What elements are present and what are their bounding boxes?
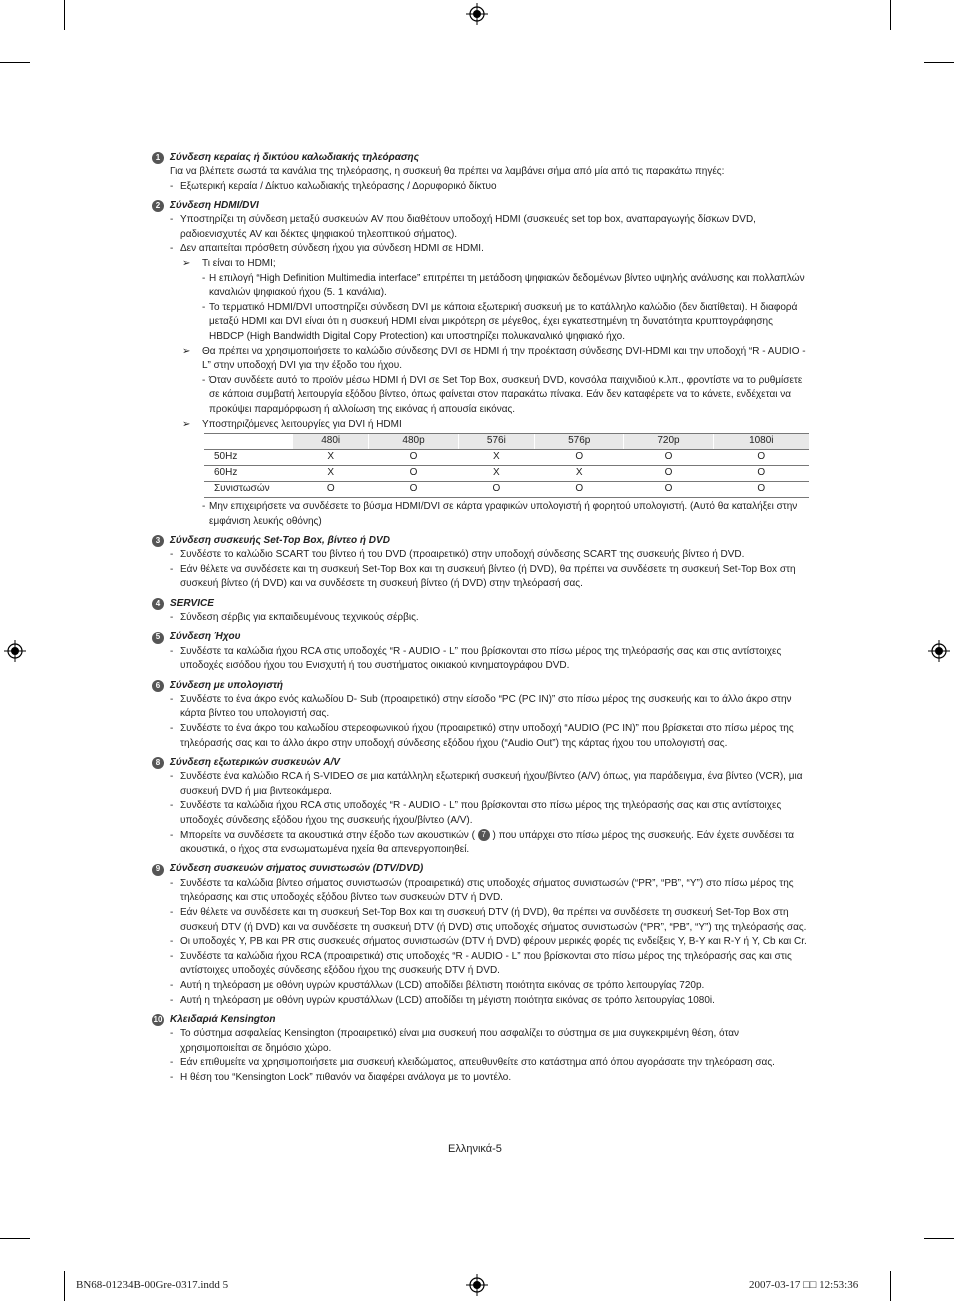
supported-modes-table [204, 433, 809, 498]
bullet-dash: - [170, 180, 174, 192]
table-header-row [204, 434, 809, 450]
sub-item-text: Μην επιχειρήσετε να συνδέσετε το βύσμα HDMI/DVI σε κάρτα γραφικών υπολογιστή ή φορητού υπολογιστή. (Αυτό θα καταλήξει στην εμφάνιση λευκής οθόνης) [209, 501, 798, 527]
crop-mark [0, 1238, 30, 1239]
table-cell: O [624, 450, 713, 466]
section-number-badge: 2 [152, 200, 164, 212]
table-cell: X [293, 466, 369, 482]
section-heading [152, 597, 808, 611]
bullet-dash: - [202, 301, 206, 313]
column-header: 480p [369, 434, 458, 450]
section-number-badge: 3 [152, 535, 164, 547]
section-title: Σύνδεση HDMI/DVI [170, 199, 259, 211]
list-item [152, 770, 808, 799]
column-header: 576i [458, 434, 534, 450]
column-header: 480i [293, 434, 369, 450]
list-item [152, 935, 808, 950]
section-title: Σύνδεση Ήχου [170, 631, 241, 643]
date-slug: 2007-03-17 □□ 12:53:36 [749, 1279, 859, 1291]
crop-mark [0, 62, 30, 63]
sub-item-text: Η επιλογή “High Definition Multimedia interface” επιτρέπει τη μετάδοση ψηφιακών δεδομένων βίντεο υψηλής ανάλυσης και πολλαπλών καναλιών ψηφιακού ήχου (5. 1 κανάλια). [209, 272, 805, 299]
table-cell: X [293, 450, 369, 466]
list-item-text: Δεν απαιτείται πρόσθετη σύνδεση ήχου για σύνδεση HDMI σε HDMI. [180, 243, 484, 255]
table-cell: O [535, 482, 624, 498]
bullet-dash: - [202, 374, 206, 386]
list-item [152, 611, 808, 626]
section-heading [152, 863, 808, 877]
table-cell: O [458, 482, 534, 498]
registration-mark-icon [466, 1274, 488, 1296]
row-label: 60Hz [204, 466, 293, 482]
bullet-dash: - [170, 979, 174, 991]
row-label: 50Hz [204, 450, 293, 466]
list-item-text: Εάν θέλετε να συνδέσετε και τη συσκευή Set-Top Box και τη συσκευή DTV (ή DVD), θα πρέπει να συνδέσετε τη συσκευή Set-Top Box στη συσκευή DTV (ή DVD) και να συνδέσετε τη συσκευή DTV (ή DVD) στις υποδοχές σήματος συνιστωσών (“PR”, “PB”, “Y”) της τηλεόρασής σας. [180, 906, 807, 933]
bullet-dash: - [170, 906, 174, 918]
text-fragment: Μπορείτε να συνδέσετε τα ακουστικά στην έξοδο των ακουστικών ( [180, 829, 475, 841]
section-title: Σύνδεση συσκευής Set-Top Box, βίντεο ή DVD [170, 534, 390, 546]
note-item [152, 345, 808, 374]
table-cell: O [713, 482, 809, 498]
text-fragment: ) που υπάρχει στο πίσω μέρος της συσκευής. Εάν έχετε συνδέσει τα ακουστικά, ο ήχος στα ενσωματωμένα ηχεία θα απενεργοποιηθεί. [180, 829, 795, 856]
list-item-text: Το σύστημα ασφαλείας Kensington (προαιρετικό) είναι μια συσκευή που ασφαλίζει το σύστημα σε μια συγκεκριμένη θέση, όταν χρησιμοποιείται σε δημόσιο χώρο. [180, 1028, 740, 1054]
crop-mark [924, 62, 954, 63]
table-row [204, 482, 809, 498]
page-number: Ελληνικά-5 [448, 1143, 502, 1155]
note-text: Τι είναι το HDMI; [202, 257, 276, 269]
list-item [152, 799, 808, 828]
list-item [152, 829, 808, 858]
section-heading [152, 1013, 808, 1027]
table-cell: O [624, 482, 713, 498]
section-title: Σύνδεση κεραίας ή δικτύου καλωδιακής τηλεόρασης [170, 151, 419, 163]
bullet-dash: - [170, 994, 174, 1006]
section-title: Κλειδαριά Kensington [170, 1013, 276, 1025]
list-item-text: Εξωτερική κεραία / Δίκτυο καλωδιακής τηλεόρασης / Δορυφορικό δίκτυο [180, 180, 497, 192]
file-slug: BN68-01234B-00Gre-0317.indd 5 [76, 1279, 229, 1291]
list-item-text: Συνδέστε τα καλώδια ήχου RCA στις υποδοχές “R - AUDIO - L” που βρίσκονται στο πίσω μέρος της τηλεόρασής σας και στις αντίστοιχες υποδοχές σύνδεσης εξόδου ήχου της συσκευής ήχου/βίντεο (A/V). [180, 800, 782, 826]
table-cell: O [293, 482, 369, 498]
bullet-dash: - [170, 243, 174, 255]
list-item-text: Συνδέστε το ένα άκρο ενός καλωδίου D- Sub (προαιρετικό) στην είσοδο “PC (PC IN)” στο πίσω μέρος της συσκευής και το άλλο άκρο στην κάρτα βίντεο του υπολογιστή σας. [180, 693, 792, 720]
section-number-badge: 4 [152, 598, 164, 610]
list-item-text: Οι υποδοχές Y, PB και PR στις συσκευές σήματος συνιστωσών (DTV ή DVD) φέρουν μερικές φορές τις ενδείξεις Y, B-Y και R-Y ή Y, Cb και Cr. [180, 936, 807, 948]
list-item-text: Συνδέστε τα καλώδια βίντεο σήματος συνιστωσών (προαιρετικά) στις υποδοχές σήματος συνιστωσών (“PR”, “PB”, “Y”) στο πίσω μέρος της τηλεόρασης και στις υποδοχές εξόδου βίντεο των συσκευών DTV ή DVD. [180, 877, 794, 904]
note-text: Θα πρέπει να χρησιμοποιήσετε το καλώδιο σύνδεσης DVI σε HDMI ή την προέκταση σύνδεσης DVI-HDMI και την υποδοχή “R - AUDIO - L” στην υποδοχή DVI για την έξοδο του ήχου. [202, 345, 806, 372]
section-number-badge: 9 [152, 864, 164, 876]
list-item [152, 994, 808, 1009]
table-cell: O [535, 450, 624, 466]
list-item [152, 548, 808, 563]
registration-mark-icon [466, 3, 488, 25]
bullet-dash: - [170, 1057, 174, 1069]
row-label: Συνιστωσών [204, 482, 293, 498]
list-item-text: Αυτή η τηλεόραση με οθόνη υγρών κρυστάλλων (LCD) αποδίδει τη μέγιστη ποιότητα εικόνας σε τρόπο λειτουργίας 1080i. [180, 994, 715, 1006]
list-item-text: Συνδέστε ένα καλώδιο RCA ή S-VIDEO σε μια κατάλληλη εξωτερική συσκευή ήχου/βίντεο (A/V) όπως, για παράδειγμα, ένα βίντεο (VCR), μια συσκευή DVD ή μια βιντεοκάμερα. [180, 771, 803, 797]
column-header: 1080i [713, 434, 809, 450]
bullet-dash: - [170, 549, 174, 561]
section-title: Σύνδεση με υπολογιστή [170, 679, 284, 691]
crop-mark [64, 1271, 65, 1301]
section [152, 1013, 808, 1085]
list-item [152, 645, 808, 674]
list-item [152, 877, 808, 906]
column-header: 720p [624, 434, 713, 450]
section-title: Σύνδεση εξωτερικών συσκευών A/V [170, 756, 340, 768]
section-title: Σύνδεση συσκευών σήματος συνιστωσών (DTV/DVD) [170, 863, 424, 875]
table-cell: O [369, 450, 458, 466]
table-cell: O [369, 482, 458, 498]
bullet-dash: - [170, 936, 174, 948]
headphone-jack-number-badge: 7 [478, 829, 490, 841]
bullet-dash: - [170, 1071, 174, 1083]
bullet-dash: - [170, 723, 174, 735]
note-arrow-icon: ➢ [182, 257, 191, 269]
section [152, 534, 808, 592]
registration-mark-icon [4, 640, 26, 662]
table-cell: X [535, 466, 624, 482]
section-heading [152, 679, 808, 693]
section [152, 863, 808, 1008]
paragraph: Για να βλέπετε σωστά τα κανάλια της τηλεόρασης, η συσκευή θα πρέπει να λαμβάνει σήμα από μία από τις παρακάτω πηγές: [170, 166, 725, 177]
section [152, 756, 808, 858]
section-number-badge: 8 [152, 757, 164, 769]
bullet-dash: - [170, 693, 174, 705]
list-item-text: Η θέση του “Kensington Lock” πιθανόν να διαφέρει ανάλογα με το μοντέλο. [180, 1071, 512, 1083]
column-header: 576p [535, 434, 624, 450]
table-cell: O [369, 466, 458, 482]
list-item-text: Συνδέστε τα καλώδια ήχου RCA (προαιρετικά) στις υποδοχές “R - AUDIO - L” που βρίσκονται στο πίσω μέρος της τηλεόρασής σας και στις αντίστοιχες υποδοχές σύνδεσης εξόδου ήχου της συσκευής DTV ή DVD. [180, 950, 792, 977]
table-corner-cell [204, 434, 293, 450]
list-item [152, 1071, 808, 1086]
crop-mark [890, 1271, 891, 1301]
section [152, 631, 808, 674]
section-heading [152, 151, 808, 165]
sub-item [152, 301, 808, 345]
section-heading [152, 534, 808, 548]
list-item [152, 950, 808, 979]
section-heading [152, 756, 808, 770]
list-item [152, 563, 808, 592]
section-number-badge: 10 [152, 1014, 164, 1026]
list-item [152, 213, 808, 242]
note-arrow-icon: ➢ [182, 345, 191, 357]
list-item-text: Εάν θέλετε να συνδέσετε και τη συσκευή Set-Top Box και τη συσκευή βίντεο (ή DVD), θα πρέπει να συνδέσετε τη συσκευή Set-Top Box στη συσκευή βίντεο (ή DVD) και να συνδέσετε τη συσκευή βίντεο (ή DVD) στην τηλεόρασή σας. [180, 563, 796, 590]
note-item [152, 257, 808, 272]
list-item-text: Αυτή η τηλεόραση με οθόνη υγρών κρυστάλλων (LCD) αποδίδει βέλτιστη ποιότητα εικόνας σε τρόπο λειτουργίας 720p. [180, 979, 705, 991]
list-item [152, 1027, 808, 1056]
bullet-dash: - [170, 800, 174, 812]
section [152, 679, 808, 751]
list-item-text: Σύνδεση σέρβις για εκπαιδευμένους τεχνικούς σέρβις. [180, 612, 419, 624]
table-row [204, 450, 809, 466]
section-number-badge: 6 [152, 680, 164, 692]
table-row [204, 466, 809, 482]
bullet-dash: - [170, 1028, 174, 1040]
section [152, 199, 808, 529]
table-cell: O [713, 466, 809, 482]
bullet-dash: - [170, 950, 174, 962]
bullet-dash: - [202, 272, 206, 284]
list-item [152, 693, 808, 722]
sub-item [152, 272, 808, 301]
bullet-dash: - [170, 612, 174, 624]
section-number-badge: 5 [152, 632, 164, 644]
bullet-dash: - [170, 877, 174, 889]
bullet-dash: - [170, 771, 174, 783]
list-item [152, 1056, 808, 1071]
crop-mark [64, 0, 65, 30]
list-item [152, 722, 808, 751]
list-item [152, 242, 808, 257]
section [152, 151, 808, 194]
table-cell: X [458, 450, 534, 466]
list-item [152, 906, 808, 935]
section-title: SERVICE [170, 597, 214, 609]
list-item [152, 979, 808, 994]
table-cell: X [458, 466, 534, 482]
sub-item-text: Όταν συνδέετε αυτό το προϊόν μέσω HDMI ή DVI σε Set Top Box, συσκευή DVD, κονσόλα παιχνιδιού κ.λπ., φροντίστε να το ρυθμίσετε σε κάποια συμβατή λειτουργία εξόδου βίντεο, όπως φαίνεται στον παρακάτω πίνακα. Εάν δεν καταφέρετε να το κάνετε, ενδέχεται να προκύψει παραμόρφωση ή αλλοίωση της εικόνας ή απουσία εικόνας. [209, 374, 803, 415]
bullet-dash: - [170, 645, 174, 657]
list-item-text: Συνδέστε τα καλώδια ήχου RCA στις υποδοχές “R - AUDIO - L” που βρίσκονται στο πίσω μέρος της τηλεόρασής σας και στις αντίστοιχες υποδοχές εισόδου ήχου του Ενισχυτή ή του συστήματος οικιακού κινηματογράφου DVD. [180, 645, 782, 672]
bullet-dash: - [170, 214, 174, 226]
crop-mark [924, 1238, 954, 1239]
sub-item [152, 374, 808, 418]
section-number-badge: 1 [152, 152, 164, 164]
bullet-dash: - [170, 563, 174, 575]
list-item [152, 180, 808, 195]
note-text: Υποστηριζόμενες λειτουργίες για DVI ή HDMI [202, 418, 402, 430]
bullet-dash: - [170, 829, 174, 841]
note-arrow-icon: ➢ [182, 418, 191, 430]
crop-mark [890, 0, 891, 30]
registration-mark-icon [928, 640, 950, 662]
list-item-text: Συνδέστε το ένα άκρο του καλωδίου στερεοφωνικού ήχου (προαιρετικό) στην υποδοχή “AUDIO (PC IN)” που βρίσκεται στο πίσω μέρος της τηλεόρασής σας και το άλλο άκρο στην υποδοχή σύνδεσης εξόδου ήχου (“Audio Out”) της κάρτας ήχου του υπολογιστή σας. [180, 723, 794, 749]
document-body [152, 151, 808, 1091]
section-heading [152, 199, 808, 213]
list-item-text: Εάν επιθυμείτε να χρησιμοποιήσετε μια συσκευή κλειδώματος, απευθυνθείτε στο κατάστημα από όπου αγοράσατε την τηλεόραση σας. [180, 1057, 775, 1069]
table-cell: O [624, 466, 713, 482]
list-item-text: Συνδέστε το καλώδιο SCART του βίντεο ή του DVD (προαιρετικό) στην υποδοχή σύνδεσης SCART της συσκευής βίντεο ή DVD. [180, 549, 745, 561]
bullet-dash: - [202, 501, 206, 513]
section-heading [152, 631, 808, 645]
sub-item [152, 500, 808, 529]
section [152, 597, 808, 626]
list-item-text [180, 829, 808, 858]
note-item [152, 418, 808, 433]
sub-item-text: Το τερματικό HDMI/DVI υποστηρίζει σύνδεση DVI με κάποια εξωτερική συσκευή με το κατάλληλο καλώδιο (δεν διατίθεται). Η διαφορά μεταξύ HDMI και DVI είναι ότι η συσκευή HDMI είναι μικρότερη σε μέγεθος, έχει εγκατεστημένη τη δυνατότητα κρυπτογράφησης HBDCP (High Bandwidth Digital Copy Protection) και υποστηρίζει πολυκαναλικό ψηφιακό ήχο. [209, 301, 798, 342]
list-item-text: Υποστηρίζει τη σύνδεση μεταξύ συσκευών AV που διαθέτουν υποδοχή HDMI (συσκευές set top box, αναπαραγωγής δίσκων DVD, ραδιοενισχυτές AV και δέκτες ψηφιακού τηλεοπτικού σήματος). [180, 214, 756, 240]
table-cell: O [713, 450, 809, 466]
